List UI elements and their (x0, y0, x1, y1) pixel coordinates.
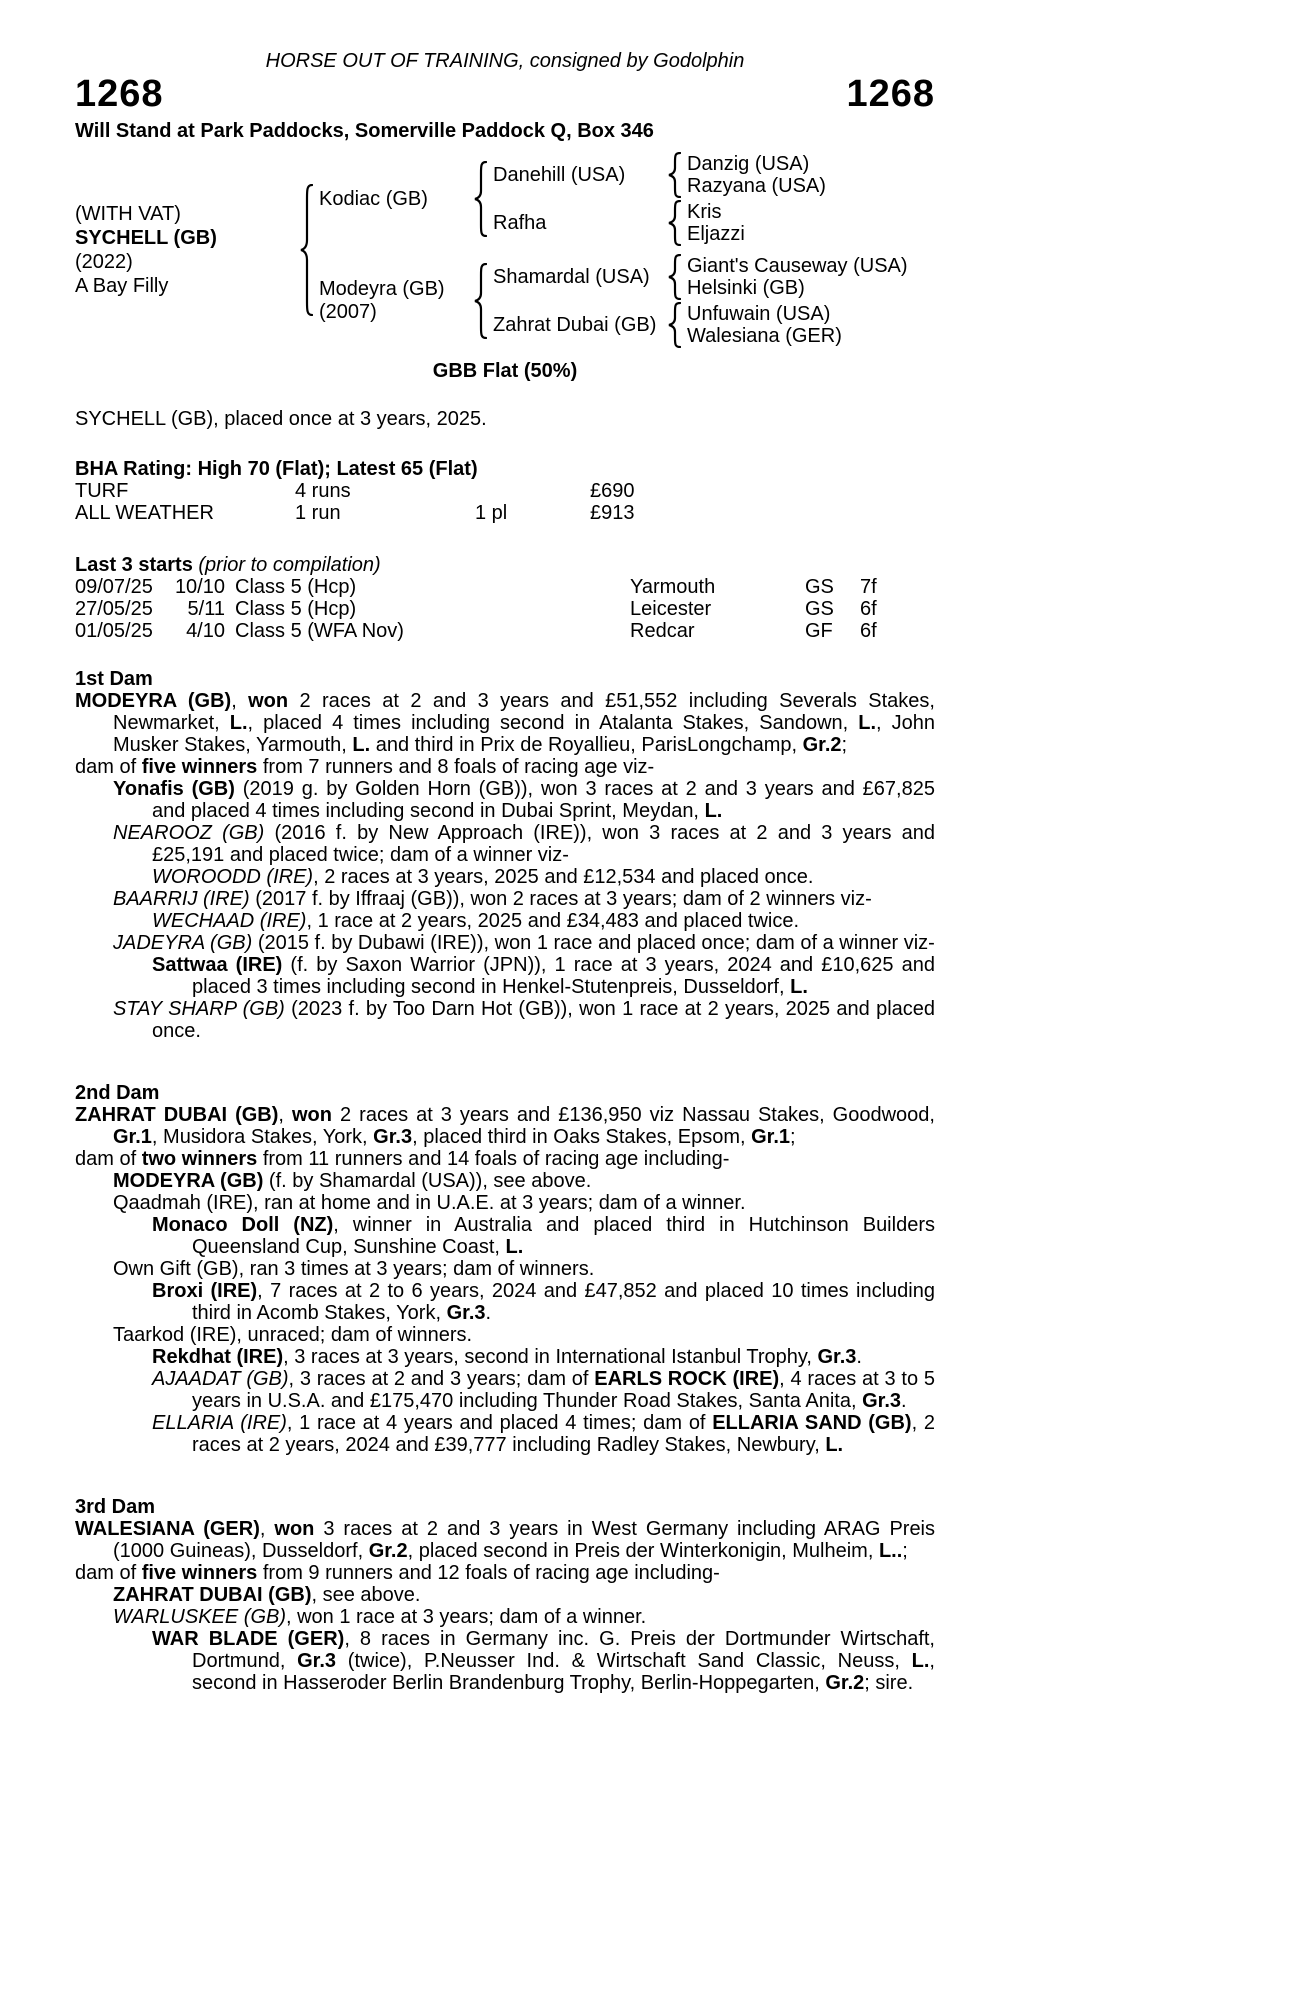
pedigree-brace-icon (667, 200, 681, 246)
sire-sire-sire-name: Danzig (USA) (687, 153, 810, 175)
progeny-zahrat-dubai: ZAHRAT DUBAI (GB), see above. (113, 1584, 421, 1606)
consignor-line: HORSE OUT OF TRAINING, consigned by Godolphin (265, 50, 745, 72)
placed-value: 1 pl (475, 502, 508, 524)
dam2-record: ZAHRAT DUBAI (GB), won 2 races at 3 years and £136,950 viz Nassau Stakes, Goodwood, Gr.1, Musidora Stakes, York, Gr.3, placed third in Oaks Stakes, Epsom, Gr.1; (75, 1104, 935, 1148)
race-position: 5/11 (187, 598, 225, 620)
pedigree-brace-icon (299, 184, 313, 316)
pedigree-brace-icon (473, 263, 487, 339)
pedigree-brace-icon (667, 152, 681, 198)
lot-number-left: 1268 (75, 73, 164, 115)
last-starts-note: (prior to compilation) (192, 554, 381, 576)
race-position: 4/10 (186, 620, 225, 642)
race-record-summary: SYCHELL (GB), placed once at 3 years, 2025. (75, 408, 487, 430)
dam-dam-sire-name: Unfuwain (USA) (687, 303, 831, 325)
race-going: GS (805, 598, 834, 620)
last-starts-table (75, 576, 935, 642)
dam-name: Modeyra (GB) (319, 278, 445, 300)
earnings-value: £690 (590, 480, 635, 502)
rating-table (75, 480, 935, 524)
race-date: 27/05/25 (75, 598, 153, 620)
last-starts-heading (75, 554, 935, 576)
race-row (75, 620, 935, 642)
race-class: Class 5 (Hcp) (235, 576, 357, 598)
race-date: 09/07/25 (75, 576, 153, 598)
runs-value: 4 runs (295, 480, 351, 502)
progeny-own-gift: Own Gift (GB), ran 3 times at 3 years; dam of winners. (113, 1258, 595, 1280)
bha-rating-heading: BHA Rating: High 70 (Flat); Latest 65 (Flat) (75, 458, 478, 480)
dam-branch (319, 254, 935, 348)
sire-dam-dam-name: Eljazzi (687, 223, 745, 245)
progeny-jadeyra: JADEYRA (GB) (2015 f. by Dubawi (IRE)), won 1 race and placed once; dam of a winner viz- (113, 932, 935, 954)
race-going: GF (805, 620, 833, 642)
pedigree-parents (319, 152, 935, 348)
progeny-war-blade: WAR BLADE (GER), 8 races in Germany inc. G. Preis der Dortmunder Wirtschaft, Dortmund, Gr.3 (twice), P.Neusser Ind. & Wirtschaft Sand Classic, Neuss, L., second in Hasseroder Berlin Brandenburg Trophy, Berlin-Hoppegarten, Gr.2; sire. (152, 1628, 935, 1694)
progeny-warluskee: WARLUSKEE (GB), won 1 race at 3 years; dam of a winner. (113, 1606, 647, 1628)
subject-vat-note: (WITH VAT) (75, 203, 181, 225)
dam-dam-dam-name: Walesiana (GER) (687, 325, 842, 347)
earnings-value: £913 (590, 502, 635, 524)
dam-sire-sire-name: Giant's Causeway (USA) (687, 255, 908, 277)
race-distance: 7f (860, 576, 877, 598)
dam-sire-name: Shamardal (USA) (493, 266, 650, 288)
sire-dam-block (493, 200, 935, 246)
race-course: Yarmouth (630, 576, 716, 598)
progeny-taarkod: Taarkod (IRE), unraced; dam of winners. (113, 1324, 473, 1346)
lot-number-right: 1268 (846, 73, 935, 115)
dam-sire-dam-name: Helsinki (GB) (687, 277, 805, 299)
pedigree-brace-icon (473, 161, 487, 237)
dam3-produce-intro: dam of five winners from 9 runners and 12 foals of racing age including- (75, 1562, 720, 1584)
sire-sire-block (493, 152, 935, 198)
surface-label: TURF (75, 480, 129, 502)
dam3-record: WALESIANA (GER), won 3 races at 2 and 3 years in West Germany including ARAG Preis (1000 Guineas), Dusseldorf, Gr.2, placed second in Preis der Winterkonigin, Mulheim, L..; (75, 1518, 936, 1562)
progeny-sattwaa: Sattwaa (IRE) (f. by Saxon Warrior (JPN)), 1 race at 3 years, 2024 and £10,625 and placed 3 times including second in Henkel-Stutenpreis, Dusseldorf, L. (152, 954, 935, 998)
progeny-modeyra: MODEYRA (GB) (f. by Shamardal (USA)), see above. (113, 1170, 592, 1192)
sire-branch (319, 152, 935, 246)
rating-row-all-weather (75, 502, 935, 524)
second-dam-section (75, 1082, 935, 1456)
progeny-rekdhat: Rekdhat (IRE), 3 races at 3 years, second in International Istanbul Trophy, Gr.3. (152, 1346, 862, 1368)
rating-row-turf (75, 480, 935, 502)
progeny-wechaad: WECHAAD (IRE), 1 race at 2 years, 2025 and £34,483 and placed twice. (152, 910, 800, 932)
progeny-monaco-doll: Monaco Doll (NZ), winner in Australia and placed third in Hutchinson Builders Queensland Cup, Sunshine Coast, L. (152, 1214, 935, 1258)
first-dam-section (75, 668, 935, 1042)
stand-location-line: Will Stand at Park Paddocks, Somerville Paddock Q, Box 346 (75, 120, 654, 142)
race-position: 10/10 (174, 576, 225, 598)
pedigree-table (75, 152, 935, 348)
progeny-qaadmah: Qaadmah (IRE), ran at home and in U.A.E. at 3 years; dam of a winner. (113, 1192, 746, 1214)
sire-name: Kodiac (GB) (319, 187, 428, 210)
race-class: Class 5 (Hcp) (235, 598, 357, 620)
progeny-stay-sharp: STAY SHARP (GB) (2023 f. by Too Darn Hot (GB)), won 1 race at 2 years, 2025 and placed once. (113, 998, 936, 1042)
race-row (75, 598, 935, 620)
placed-value (475, 480, 590, 502)
progeny-ellaria: ELLARIA (IRE), 1 race at 4 years and placed 4 times; dam of ELLARIA SAND (GB), 2 races at 2 years, 2024 and £39,777 including Radley Stakes, Newbury, L. (152, 1412, 935, 1456)
surface-label: ALL WEATHER (75, 502, 214, 524)
subject-name: SYCHELL (GB) (75, 227, 217, 249)
race-going: GS (805, 576, 834, 598)
progeny-yonafis: Yonafis (GB) (2019 g. by Golden Horn (GB)), won 3 races at 2 and 3 years and £67,825 and placed 4 times including second in Dubai Sprint, Meydan, L. (113, 778, 935, 822)
dam-sire-block (493, 254, 935, 300)
race-course: Leicester (630, 598, 712, 620)
dam1-record: MODEYRA (GB), won 2 races at 2 and 3 years and £51,552 including Severals Stakes, Newmarket, L., placed 4 times including second in Atalanta Stakes, Sandown, L., John Musker Stakes, Yarmouth, L. and third in Prix de Royallieu, ParisLongchamp, Gr.2; (75, 690, 935, 756)
third-dam-section (75, 1496, 935, 1694)
catalogue-page (75, 0, 935, 1694)
gbb-eligibility-line: GBB Flat (50%) (432, 360, 578, 382)
runs-value: 1 run (295, 502, 341, 524)
first-dam-heading: 1st Dam (75, 668, 153, 690)
third-dam-heading: 3rd Dam (75, 1496, 156, 1518)
second-dam-heading: 2nd Dam (75, 1082, 160, 1104)
race-row (75, 576, 935, 598)
dam1-produce-intro: dam of five winners from 7 runners and 8 foals of racing age viz- (75, 756, 655, 778)
subject-block (75, 202, 293, 298)
dam2-produce-intro: dam of two winners from 11 runners and 14 foals of racing age including- (75, 1148, 730, 1170)
subject-year: (2022) (75, 251, 133, 273)
race-date: 01/05/25 (75, 620, 153, 642)
race-class: Class 5 (WFA Nov) (235, 620, 404, 642)
progeny-baarrij: BAARRIJ (IRE) (2017 f. by Iffraaj (GB)), won 2 races at 3 years; dam of 2 winners viz- (113, 888, 872, 910)
lot-number-row (75, 74, 935, 114)
dam-name-block (319, 278, 467, 324)
progeny-nearooz: NEAROOZ (GB) (2016 f. by New Approach (IRE)), won 3 races at 2 and 3 years and £25,191 and placed twice; dam of a winner viz- (113, 822, 935, 866)
pedigree-brace-icon (667, 254, 681, 300)
sire-sire-dam-name: Razyana (USA) (687, 175, 826, 197)
sire-dam-sire-name: Kris (687, 201, 722, 223)
race-course: Redcar (630, 620, 695, 642)
last-starts-title: Last 3 starts (75, 554, 193, 576)
sire-dam-name: Rafha (493, 212, 547, 234)
subject-color-sex: A Bay Filly (75, 275, 169, 297)
dam-dam-name: Zahrat Dubai (GB) (493, 314, 657, 336)
race-distance: 6f (860, 598, 877, 620)
sire-sire-name: Danehill (USA) (493, 164, 626, 186)
progeny-woroodd: WOROODD (IRE), 2 races at 3 years, 2025 and £12,534 and placed once. (152, 866, 814, 888)
progeny-ajaadat: AJAADAT (GB), 3 races at 2 and 3 years; dam of EARLS ROCK (IRE), 4 races at 3 to 5 years in U.S.A. and £175,470 including Thunder Road Stakes, Santa Anita, Gr.3. (152, 1368, 935, 1412)
dam-year: (2007) (319, 301, 377, 323)
dam-dam-block (493, 302, 935, 348)
race-distance: 6f (860, 620, 877, 642)
progeny-broxi: Broxi (IRE), 7 races at 2 to 6 years, 2024 and £47,852 and placed 10 times including third in Acomb Stakes, York, Gr.3. (152, 1280, 935, 1324)
pedigree-brace-icon (667, 302, 681, 348)
